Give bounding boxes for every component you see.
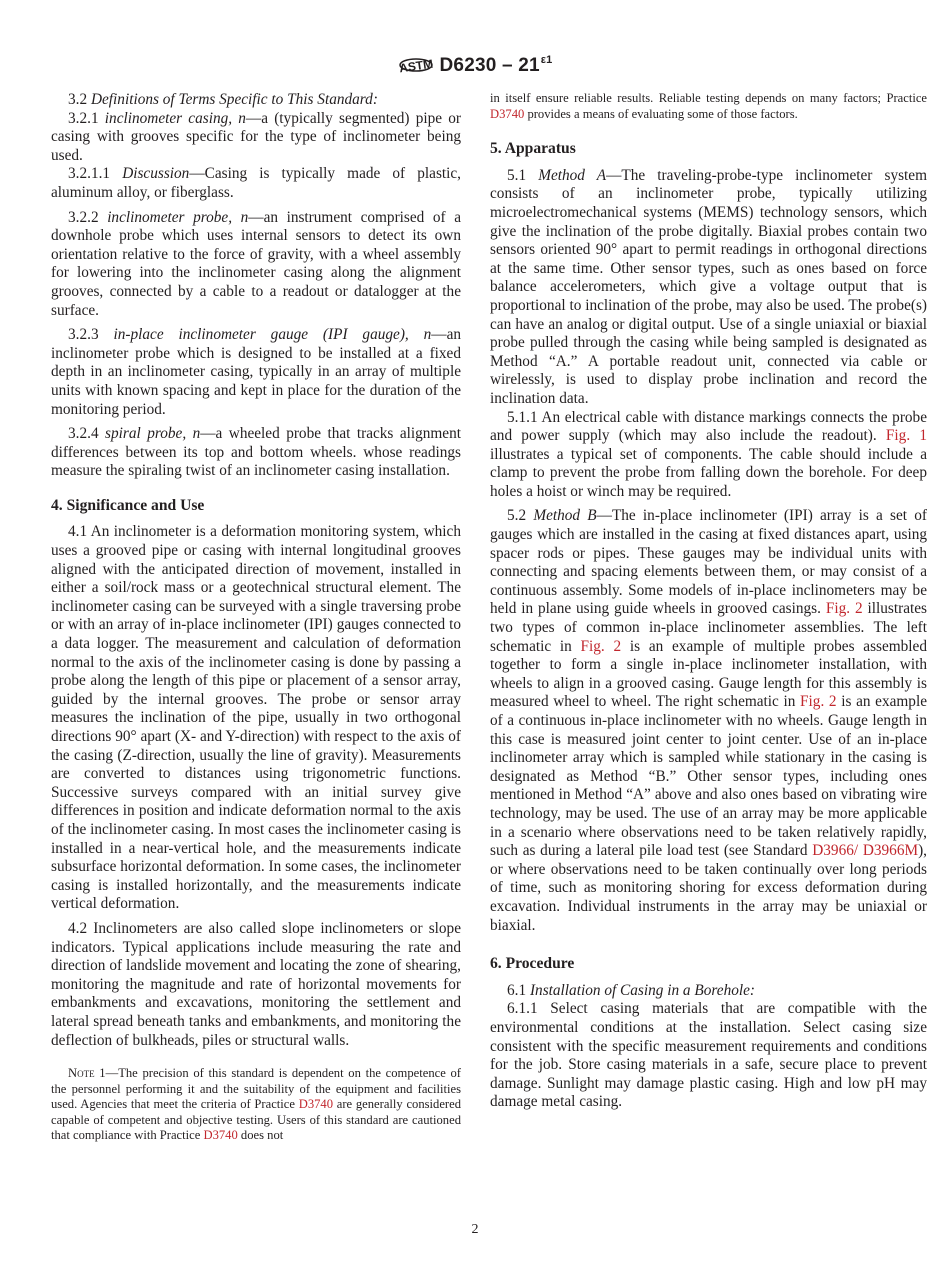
link-fig-1[interactable]: Fig. 1 bbox=[885, 427, 928, 445]
section-3-2-3: 3.2.3 in-place inclinometer gauge (IPI gauge), n—an inclinometer probe which is designed to be installed at a fixed depth in an inclinometer casing, typically in an array of multiple units with known spacing and kept in place for the duration of the monitoring period. bbox=[51, 326, 462, 418]
link-d3740[interactable]: D3740 bbox=[298, 1097, 334, 1112]
section-5-heading: 5. Apparatus bbox=[490, 140, 576, 158]
page-header bbox=[0, 50, 950, 85]
section-6-1: 6.1 Installation of Casing in a Borehole: bbox=[507, 981, 756, 999]
section-3-2: 3.2 Definitions of Terms Specific to This Standard: bbox=[68, 91, 378, 108]
link-d3740[interactable]: D3740 bbox=[490, 106, 525, 121]
section-6-heading: 6. Procedure bbox=[490, 955, 575, 973]
astm-logo-icon bbox=[398, 50, 434, 80]
section-5-2: 5.2 Method B—The in-place inclinometer (IPI) array is a set of gauges which are installed in the casing at fixed distances apart, using spacer rods or pipes. These gauges may be individual units with connecting and spacing elements between them, or may consist of a continuous assembly. Some models of in-place inclinometers may be held in plane using guide wheels in grooved casings. Fig. 2 illustrates two types of common in-place inclinometer assemblies. The left schematic in Fig. 2 is an example of multiple probes assembled together to form a single in-place inclinometer installation, with wheels to align in a grooved casing. Gauge length for this assembly is measured wheel to wheel. The right schematic in Fig. 2 is an example of a continuous in-place inclinometer with no wheels. Gauge length in this case is measured joint center to joint center. Use of an in-place inclinometer array which is sampled while stationary in the casing is designated as Method “B.” Other sensor types, including ones mentioned in Method “A” above and also ones based on vibrating wire technology, may be used. The use of an array may be more applicable in a scenario where observations need to be taken relatively rapidly, such as during a lateral pile load test (see Standard D3966/ D3966M), or where observations need to be taken continually over long periods of time, such as monitoring shoring for excess deformation during excavation. Individual instruments in the array may be uniaxial or biaxial. bbox=[490, 507, 928, 934]
page-number: 2 bbox=[471, 1222, 479, 1237]
section-3-2-4: 3.2.4 spiral probe, n—a wheeled probe that tracks alignment differences between its top and bottom wheels. whose readings measure the spiraling twist of an inclinometer casing installation. bbox=[51, 425, 461, 480]
left-column bbox=[51, 91, 461, 1144]
standard-designation: $D6230 - 21^{\varepsilon 1}$ bbox=[439, 53, 553, 76]
link-fig-2[interactable]: Fig. 2 bbox=[800, 693, 837, 711]
note-1: Note 1—The precision of this standard is dependent on the competence of the personnel performing it and the suitability of the equipment and facilities used. Agencies that meet the criteria of Practice D3740 are generally considered capable of competent and objective testing. Users of this standard are cautioned that compliance with Practice D3740 does not bbox=[51, 1066, 461, 1143]
section-5-1-1: 5.1.1 An electrical cable with distance markings connects the probe and power supply (which may also include the readout). Fig. 1 illustrates a typical set of components. The cable should include a clamp to prevent the probe from falling down the borehole. For deep holes a hoist or winch may be required. bbox=[490, 408, 928, 500]
link-d3740[interactable]: D3740 bbox=[203, 1128, 238, 1143]
section-3-2-1: 3.2.1 inclinometer casing, n—a (typically segmented) pipe or casing with grooves specific for the type of inclinometer being used. bbox=[51, 109, 462, 164]
link-fig-2[interactable]: Fig. 2 bbox=[580, 637, 622, 655]
epsilon-superscript: ε1 bbox=[540, 53, 553, 66]
link-d3966[interactable]: D3966/ D3966M bbox=[812, 842, 919, 860]
section-4-heading: 4. Significance and Use bbox=[51, 496, 205, 514]
section-4-2: 4.2 Inclinometers are also called slope inclinometers or slope indicators. Typical applications include measuring the rate and direction of landslide movement and locating the zone of shearing, monitoring the magnitude and rate of horizontal movements for embankments and excavations, monitoring the settlement and lateral spread beneath tanks and embankments, and monitoring the deflection of bulkheads, piles or structural walls. bbox=[51, 919, 461, 1049]
svg-text:ASTM: ASTM bbox=[397, 56, 434, 76]
section-3-2-1-1: 3.2.1.1 Discussion—Casing is typically made of plastic, aluminum alloy, or fiberglass. bbox=[51, 165, 462, 201]
note-1-continued: in itself ensure reliable results. Reliable testing depends on many factors; Practice D3740 provides a means of evaluating some of those factors. bbox=[490, 91, 927, 121]
section-4-1: 4.1 An inclinometer is a deformation monitoring system, which uses a grooved pipe or casing with internal longitudinal grooves aligned with the anticipated direction of movement, installed in either a soil/rock mass or a geotechnical structural element. The inclinometer casing can be surveyed with a single traversing probe or with an array of in-place inclinometer (IPI) gauges connected to a data logger. The measurement and calculation of deformation normal to the axis of the inclinometer casing is done by passing a probe along the length of this pipe or placement of a sensor array, guided by the internal grooves. The probe or sensor array measures the inclination of the pipe, usually in two orthogonal directions 90° apart (X- and Y-direction) with respect to the axis of the casing (Z-direction, usually the line of gravity). Measurements are converted to distances using trigonometric functions. Successive surveys compared with an initial survey give differences in position and indicate deformation normal to the axis of the inclinometer casing. In most cases the inclinometer casing is installed in a near-vertical hole, and the measurements indicate subsurface horizontal deformation. In some cases, the inclinometer casing is installed horizontally, and the measurements indicate vertical deformation. bbox=[51, 523, 461, 913]
section-6-1-1: 6.1.1 Select casing materials that are compatible with the environmental conditions at the installation. Select casing size consistent with the specific measurement requirements and conditions for the job. Store casing materials in a safe, secure place to prevent damage. Sunlight may damage plastic casing. High and low pH may damage metal casing. bbox=[490, 1000, 927, 1111]
section-5-1: 5.1 Method A—The traveling-probe-type inclinometer system consists of an inclinometer probe, typically utilizing microelectromechanical systems (MEMS) technology sensors, which give the inclination of the probe digitally. Biaxial probes contain two sensors oriented 90° apart to permit readings in orthogonal directions at the same time. Other sensor types, such as ones based on force balance accelerometers, which give a voltage output that is proportional to inclination of the probe, may also be used. The probe(s) can have an analog or digital output. Use of a single uniaxial or biaxial probe pulled through the casing while being sampled is designated as Method “A.” A portable readout unit, connected via cable or wirelessly, is used to display probe inclination and record the inclination data. bbox=[490, 166, 927, 407]
right-column bbox=[490, 91, 927, 1112]
link-fig-2[interactable]: Fig. 2 bbox=[825, 600, 863, 618]
section-3-2-2: 3.2.2 inclinometer probe, n—an instrument comprised of a downhole probe which uses internal sensors to detect its own orientation relative to the force of gravity, with a wheel assembly for lowering into the inclinometer casing along the alignment grooves, connected by a cable to a readout or datalogger at the surface. bbox=[51, 208, 462, 319]
